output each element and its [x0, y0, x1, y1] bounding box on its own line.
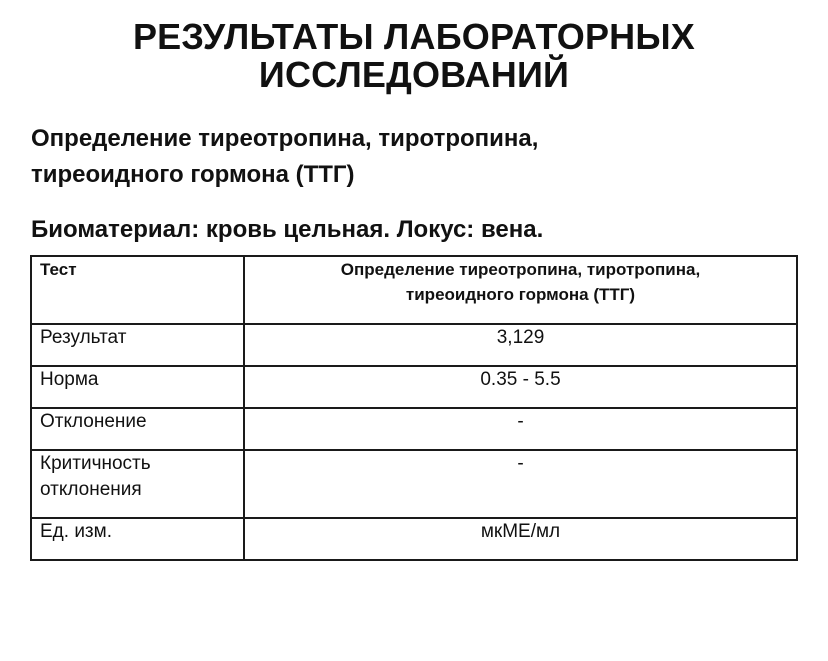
test-subtitle-line-2: тиреоидного гормона (ТТГ)	[31, 161, 355, 188]
row-value-criticality: -	[244, 450, 797, 518]
row-label-units: Ед. изм.	[31, 518, 244, 560]
table-row	[31, 518, 797, 560]
row-label-criticality-line-2: отклонения	[40, 479, 142, 500]
table-row	[31, 450, 797, 518]
page-title-line-2: ИССЛЕДОВАНИЙ	[258, 54, 570, 95]
table-row	[31, 366, 797, 408]
test-subtitle-line-1: Определение тиреотропина, тиротропина,	[31, 125, 539, 152]
test-subtitle	[31, 121, 791, 193]
row-label-criticality-line-1: Критичность	[40, 453, 151, 474]
results-table	[30, 255, 798, 561]
header-label-cell: Тест	[31, 256, 244, 324]
row-value-result: 3,129	[244, 324, 797, 366]
row-value-norm: 0.35 - 5.5	[244, 366, 797, 408]
page-title-line-1: РЕЗУЛЬТАТЫ ЛАБОРАТОРНЫХ	[132, 16, 696, 57]
row-value-units: мкМЕ/мл	[244, 518, 797, 560]
page-title	[0, 18, 828, 94]
table-row	[31, 408, 797, 450]
row-label-criticality	[31, 450, 244, 518]
header-value-cell	[244, 256, 797, 324]
row-label-result: Результат	[31, 324, 244, 366]
biomaterial-info: Биоматериал: кровь цельная. Локус: вена.	[31, 216, 544, 243]
table-row	[31, 324, 797, 366]
row-label-norm: Норма	[31, 366, 244, 408]
row-value-deviation: -	[244, 408, 797, 450]
header-value-line-1: Определение тиреотропина, тиротропина,	[340, 260, 701, 279]
header-value-line-2: тиреоидного гормона (ТТГ)	[405, 285, 636, 304]
table-header-row	[31, 256, 797, 324]
row-label-deviation: Отклонение	[31, 408, 244, 450]
